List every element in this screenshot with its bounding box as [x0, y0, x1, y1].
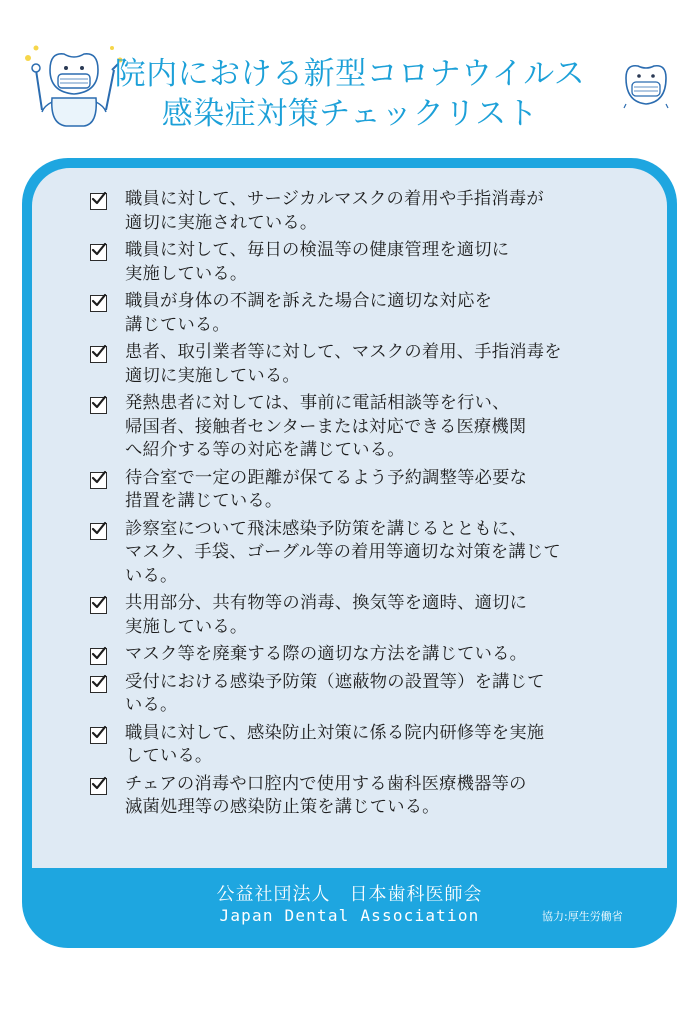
checklist-item-line: 待合室で一定の距離が保てるよう予約調整等必要な — [125, 467, 528, 488]
checklist-item-line: 患者、取引業者等に対して、マスクの着用、手指消毒を — [125, 342, 562, 362]
page-title-line-1: 院内における新型コロナウイルス — [114, 56, 586, 92]
checklist-item — [90, 592, 650, 639]
checklist-item-line: チェアの消毒や口腔内で使用する歯科医療機器等の — [125, 773, 527, 794]
checklist-item-text — [125, 341, 562, 388]
checklist-item-line: 発熱患者に対しては、事前に電話相談等を行い、 — [125, 393, 510, 413]
checklist-item-line: 実施している。 — [125, 616, 248, 637]
checklist-item-line: 共用部分、共有物等の消毒、換気等を適時、適切に — [125, 593, 528, 613]
checklist-item — [90, 341, 650, 388]
checklist-item — [90, 188, 650, 235]
checklist-item-text — [125, 392, 526, 463]
checklist-item-text — [125, 671, 545, 718]
checklist-item-line: 帰国者、接触者センターまたは対応できる医療機関 — [125, 416, 527, 437]
checklist-item-line: 診察室について飛沫感染予防策を講じるとともに、 — [125, 518, 527, 539]
checklist-item-text — [125, 773, 527, 820]
checklist-item-line: 措置を講じている。 — [125, 491, 283, 511]
checklist-item-line: マスク、手袋、ゴーグル等の着用等適切な対策を講じて — [125, 542, 561, 562]
checked-checkbox-icon[interactable] — [90, 295, 107, 312]
checklist-item-line: 講じている。 — [125, 314, 230, 335]
checklist-item — [90, 518, 650, 589]
checklist-item — [90, 467, 650, 514]
checklist-item-line: いる。 — [125, 695, 178, 715]
checked-checkbox-icon[interactable] — [90, 676, 107, 693]
checked-checkbox-icon[interactable] — [90, 523, 107, 540]
checklist-item-text — [125, 722, 544, 769]
checklist-item-line: マスク等を廃棄する際の適切な方法を講じている。 — [125, 644, 528, 664]
checklist-item-line: 適切に実施している。 — [125, 365, 300, 386]
checklist-item — [90, 773, 650, 820]
checked-checkbox-icon[interactable] — [90, 397, 107, 414]
checklist-item-line: 適切に実施されている。 — [125, 212, 318, 233]
page-title-line-2: 感染症対策チェックリスト — [161, 96, 539, 132]
checklist-item-text — [125, 188, 544, 235]
checked-checkbox-icon[interactable] — [90, 727, 107, 744]
checklist-item-line: 職員が身体の不調を訴えた場合に適切な対応を — [125, 291, 493, 311]
checklist-panel — [32, 168, 667, 868]
checked-checkbox-icon[interactable] — [90, 648, 107, 665]
checked-checkbox-icon[interactable] — [90, 244, 107, 261]
checklist-item-line: 受付における感染予防策（遮蔽物の設置等）を講じて — [125, 671, 545, 692]
checklist-item-line: 職員に対して、サージカルマスクの着用や手指消毒が — [125, 189, 544, 209]
checked-checkbox-icon[interactable] — [90, 193, 107, 210]
checklist-item — [90, 722, 650, 769]
checked-checkbox-icon[interactable] — [90, 597, 107, 614]
checked-checkbox-icon[interactable] — [90, 346, 107, 363]
organization-english-name: Japan Dental Association — [219, 906, 480, 925]
checklist-item — [90, 392, 650, 463]
checklist-item-text — [125, 518, 561, 589]
checklist-item-line: いる。 — [125, 565, 178, 586]
checklist-item — [90, 239, 650, 286]
checklist-item — [90, 290, 650, 337]
checklist-item — [90, 643, 650, 667]
checklist-item-text — [125, 592, 527, 639]
checklist-item-line: へ紹介する等の対応を講じている。 — [125, 440, 405, 460]
organization-name: 公益社団法人 日本歯科医師会 — [216, 884, 483, 905]
checklist-item-line: 職員に対して、毎日の検温等の健康管理を適切に — [125, 240, 510, 260]
checked-checkbox-icon[interactable] — [90, 472, 107, 489]
checked-checkbox-icon[interactable] — [90, 778, 107, 795]
checklist-item-text — [125, 239, 509, 286]
checklist-item — [90, 671, 650, 718]
checklist-item-text — [125, 467, 527, 514]
checklist-item-text — [125, 643, 527, 667]
checklist-item-line: している。 — [125, 746, 213, 766]
checklist — [90, 188, 650, 824]
tooth-mask-mascot-icon — [620, 60, 672, 112]
checklist-item-line: 職員に対して、感染防止対策に係る院内研修等を実施 — [125, 722, 545, 743]
checklist-item-text — [125, 290, 492, 337]
footer — [22, 870, 677, 940]
checklist-item-line: 滅菌処理等の感染防止策を講じている。 — [125, 797, 440, 817]
checklist-item-line: 実施している。 — [125, 263, 248, 284]
checklist-card — [22, 158, 677, 948]
cooperation-credit: 協力:厚生労働省 — [542, 910, 623, 923]
